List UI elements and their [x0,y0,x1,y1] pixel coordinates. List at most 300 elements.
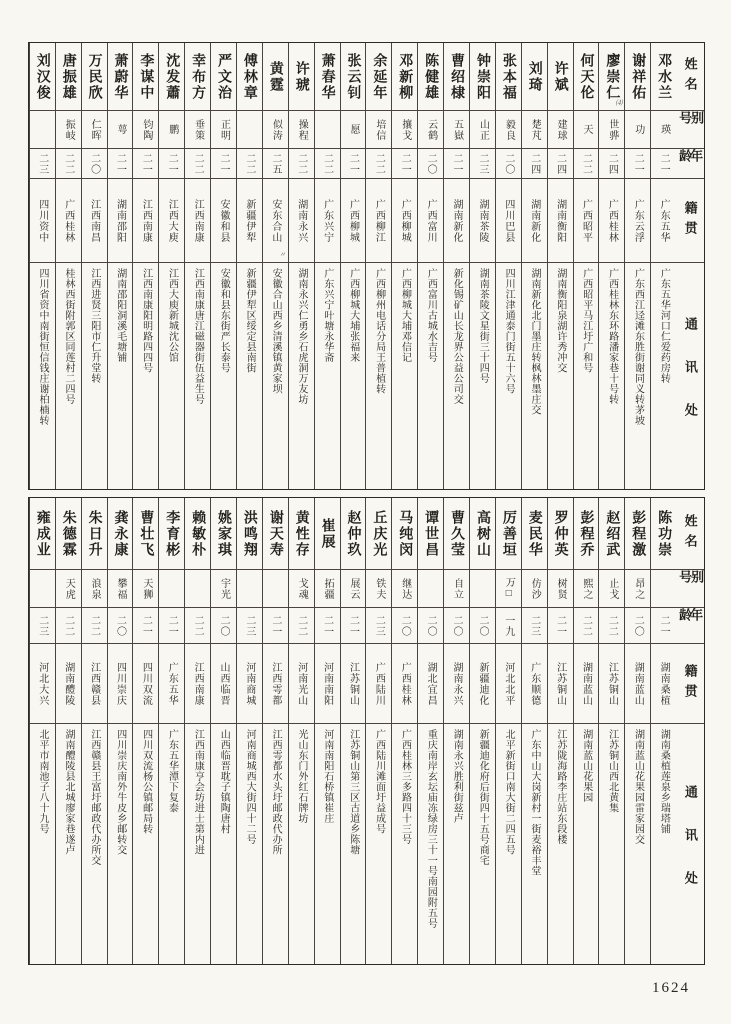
person-name: 许斌 [552,60,568,93]
person-native-cell [237,644,262,724]
person-alias: 展云 [347,577,359,600]
person-name: 曹久莹 [449,509,465,558]
person-age: 二二 [580,152,592,175]
person-age-cell [185,149,210,179]
person-address-cell [211,724,236,964]
person-name-cell [392,498,417,570]
person-address: 湖南醴陵县北城廖家巷遂卢 [62,729,74,855]
person-age: 一九 [502,614,514,637]
person-alias-cell [315,570,340,608]
person-age: 二一 [114,152,126,175]
person-age: 二三 [36,614,48,637]
person-age-cell [82,608,107,644]
person-column [365,43,391,489]
person-name-cell [289,498,314,570]
person-native: 湖南蓝山 [580,661,592,706]
person-name-cell [289,43,314,111]
person-name: 张本福 [500,52,516,101]
person-address-cell [599,263,624,489]
person-name-cell [522,43,547,111]
person-column [132,43,158,489]
person-native: 四川巴县 [502,198,514,243]
person-native-cell [341,644,366,724]
person-native: 湖南蓝山 [632,661,644,706]
person-age-cell [211,149,236,179]
person-name-cell [341,43,366,111]
person-column [598,43,624,489]
person-column [107,43,133,489]
column-header-native [676,179,704,263]
person-alias: 昂之 [632,577,644,600]
person-address-cell [263,263,288,489]
person-age: 二二 [580,614,592,637]
person-address-cell [496,724,521,964]
person-native: 河南南阳 [321,661,333,706]
column-header-address-label: 通讯处 [682,317,698,446]
person-name-cell [185,43,210,111]
person-native: 江西大庾 [166,198,178,243]
person-native-cell [341,179,366,263]
person-column [81,498,107,964]
person-address: 广西昭平马江圩广和号 [580,268,592,373]
person-native: 湖南永兴 [451,661,463,706]
person-name: 洪鸣翔 [241,509,257,558]
column-header-age-label: 年龄 [677,608,704,628]
person-address: 广西富川古城水吉号 [425,268,437,363]
person-address: 北平市南池子八十九号 [37,729,49,834]
person-native: 湖南永兴 [295,198,307,243]
person-address: 新疆迪化府后街四十五号商宅 [477,729,489,866]
person-name-cell [444,498,469,570]
person-name: 谢祥佑 [630,52,646,101]
person-name: 萧春华 [319,52,335,101]
person-age-cell [108,608,133,644]
person-name-cell [574,43,599,111]
person-age: 二〇 [114,614,126,637]
person-address-cell [651,724,676,964]
person-alias-cell [496,570,521,608]
person-column [495,498,521,964]
person-age: 二一 [451,152,463,175]
column-header-address [676,263,704,489]
person-address-cell [392,263,417,489]
person-address: 广西柳州电话分局王普植转 [373,268,385,394]
person-native-cell [366,179,391,263]
person-name-cell [392,43,417,111]
person-name: 李育彬 [164,509,180,558]
person-age-cell [496,608,521,644]
person-address-cell [574,263,599,489]
person-alias-cell [548,570,573,608]
person-address-cell [82,724,107,964]
person-address: 湖南邵阳洞溪毛塘铺 [114,268,126,363]
person-address-cell [133,724,158,964]
person-age-cell [30,149,55,179]
person-address-cell [211,263,236,489]
person-column [573,43,599,489]
person-alias: 树贤 [555,577,567,600]
person-alias-cell [418,570,443,608]
person-native-cell [133,644,158,724]
person-column [236,498,262,964]
column-header-native-label: 籍贯 [682,200,698,241]
person-alias-cell [289,111,314,149]
person-age: 二一 [166,152,178,175]
person-age-cell [289,149,314,179]
person-native-cell [237,179,262,263]
person-name: 龚永康 [112,509,128,558]
person-address: 湖南永兴仁勇乡石虎洞万友坊 [295,268,307,405]
person-name: 赵绍武 [604,509,620,558]
person-native: 安徽和县 [218,198,230,243]
person-name: 赖敏朴 [190,509,206,558]
person-alias-cell [263,111,288,149]
person-native: 湖南衡阳 [554,198,566,243]
person-address: 广东中山大岗新村一街麦裕丰堂 [528,729,540,876]
person-address: 江西南康唐江磁器街伍益生号 [192,268,204,405]
person-address-cell [444,724,469,964]
person-address-cell [30,263,55,489]
person-name: 许琥 [293,60,309,93]
person-address-cell [56,263,81,489]
person-native: 江西赣县 [88,661,100,706]
person-name: 何天伦 [578,52,594,101]
person-native: 四川资中 [36,198,48,243]
person-native: 江苏铜山 [347,661,359,706]
person-name-cell [82,43,107,111]
column-header-native [676,644,704,724]
person-name-cell [30,43,55,111]
person-column [158,43,184,489]
person-address-cell [522,263,547,489]
person-name: 朱德霖 [60,509,76,558]
person-column [81,43,107,489]
person-age-cell [418,608,443,644]
person-native-cell [392,179,417,263]
person-name-cell [522,498,547,570]
person-address: 广东五华潭下复泰 [166,729,178,813]
person-age-cell [366,149,391,179]
person-address-cell [625,263,650,489]
person-name: 黄霆 [267,60,283,93]
person-native: 山西临晋 [218,661,230,706]
person-native: 河北大兴 [36,661,48,706]
person-column [132,498,158,964]
person-age: 二一 [554,614,566,637]
person-age: 二一 [140,614,152,637]
person-address: 广西桂林三多路四十三号 [399,729,411,845]
person-name: 曹壮飞 [138,509,154,558]
person-column [521,43,547,489]
person-native-cell [315,179,340,263]
person-alias-cell [444,570,469,608]
person-native-cell [366,644,391,724]
person-name-cell [366,498,391,570]
person-address: 山西临晋耽子镇陶唐村 [218,729,230,834]
person-alias-cell [56,570,81,608]
person-age-cell [522,149,547,179]
person-column [107,498,133,964]
person-age: 二三 [373,614,385,637]
header-column [676,498,704,964]
person-age-cell [574,149,599,179]
person-native: 广东五华 [658,198,670,243]
person-column [262,43,288,489]
person-name-cell [133,498,158,570]
person-alias-cell [341,111,366,149]
person-address-cell [522,724,547,964]
person-alias-cell [496,111,521,149]
directory-table-top [28,42,705,490]
person-address: 北平新街口南大街二四五号 [503,729,515,855]
person-name: 邓水兰 [656,52,672,101]
person-name-cell [237,498,262,570]
person-native-cell [470,644,495,724]
person-age-cell [56,149,81,179]
person-age: 二一 [347,614,359,637]
person-address: 河南商城西大街四十二号 [244,729,256,845]
person-name: 谢天寿 [267,509,283,558]
person-name: 高树山 [474,509,490,558]
person-address-cell [341,263,366,489]
person-native: 湖南桑植 [658,661,670,706]
person-alias: 功 [632,124,644,135]
person-address: 重庆南岸玄坛庙冻绿房三十一号南园附五号 [425,729,437,929]
person-age: 二一 [399,152,411,175]
person-address-cell [470,724,495,964]
person-column [210,498,236,964]
person-age-cell [599,149,624,179]
person-column [443,43,469,489]
person-column [624,43,650,489]
person-name-cell [651,498,676,570]
person-age-cell [548,608,573,644]
person-name: 丘庆光 [371,509,387,558]
person-address-cell [289,263,314,489]
person-age-cell [625,149,650,179]
person-alias-cell [599,570,624,608]
person-address: 四川双流杨公镇邮局转 [140,729,152,834]
person-native-cell [651,644,676,724]
person-name: 崔展 [319,517,335,550]
person-address-cell [470,263,495,489]
person-address-cell [108,724,133,964]
person-native-cell [496,644,521,724]
person-address-cell [108,263,133,489]
person-column [547,498,573,964]
person-alias-cell [30,570,55,608]
person-age-cell [444,149,469,179]
column-header-name-label: 姓名 [682,56,698,97]
person-name-cell [651,43,676,111]
person-name: 傅林章 [241,52,257,101]
person-age-cell [315,149,340,179]
person-alias: 山正 [477,118,489,141]
person-address-cell [56,724,81,964]
person-alias: 振岐 [63,118,75,141]
person-alias: 天狮 [140,577,152,600]
person-name-cell [599,498,624,570]
person-age-cell [237,149,262,179]
person-age: 二〇 [425,152,437,175]
person-name: 刘汉俊 [34,52,50,101]
person-address: 湖南永兴胜利街兹卢 [451,729,463,824]
person-address-cell [574,724,599,964]
person-name-cell [185,498,210,570]
person-address: 广西桂林东环路潘家巷十号转 [606,268,618,405]
person-name-cell [30,498,55,570]
person-age-cell [341,608,366,644]
person-alias-cell [522,111,547,149]
person-column [184,43,210,489]
person-name: 曹绍棣 [449,52,465,101]
person-age-cell [522,608,547,644]
person-address: 江西大庾新城沈公馆 [166,268,178,363]
person-name: 黄性存 [293,509,309,558]
person-age: 二二 [606,614,618,637]
person-name-cell [263,43,288,111]
person-name: 张云钊 [345,52,361,101]
person-alias-cell [574,111,599,149]
person-native-cell [599,644,624,724]
person-name: 麦民华 [526,509,542,558]
person-address: 江西南康亨会坊进士第内进 [192,729,204,855]
person-address-cell [315,263,340,489]
person-age: 二三 [528,614,540,637]
person-address: 江西雩都水头圩邮政代办所 [270,729,282,855]
person-column [55,498,81,964]
person-column [521,498,547,964]
person-age: 二二 [192,614,204,637]
person-native: 新疆伊犁 [243,198,255,243]
person-column [598,498,624,964]
person-native: 江西南康 [140,198,152,243]
person-name: 罗仲英 [552,509,568,558]
person-address: 江西赣县王富圩邮政代办所交 [88,729,100,866]
person-native: 湖南醴陵 [62,661,74,706]
person-age-cell [289,608,314,644]
person-age: 二一 [166,614,178,637]
person-age: 二二 [243,152,255,175]
person-age: 二二 [192,152,204,175]
person-name: 余延年 [371,52,387,101]
person-name: 唐振雄 [60,52,76,101]
person-address: 江苏陇海路李庄站东段楼 [554,729,566,845]
person-alias-cell [392,570,417,608]
person-alias-cell [237,111,262,149]
person-alias: 毅良 [503,118,515,141]
person-name-cell [418,43,443,111]
person-name-cell [418,498,443,570]
person-column [391,43,417,489]
person-age-cell [418,149,443,179]
person-native-cell [159,644,184,724]
person-column [314,43,340,489]
person-native-cell [82,644,107,724]
person-address-cell [237,724,262,964]
person-alias: 天 [581,124,592,135]
column-header-alias-label: 别号 [677,111,704,131]
person-alias: 攀福 [114,577,126,600]
person-address: 江西南康阳明路四四号 [140,268,152,373]
person-age: 二二 [88,614,100,637]
person-address-cell [237,263,262,489]
person-age: 二一 [218,152,230,175]
person-age-cell [82,149,107,179]
person-native: 广西陆川 [373,661,385,706]
person-address-cell [418,263,443,489]
person-native: 湖南新化 [528,198,540,243]
person-address-cell [651,263,676,489]
person-alias-cell [625,111,650,149]
footnote-mark: ⑷ [615,99,623,107]
column-header-name [676,43,704,111]
person-age: 二二 [295,152,307,175]
person-native: 广西桂林 [399,661,411,706]
person-native-cell [548,644,573,724]
person-name-cell [237,43,262,111]
person-native-cell [418,179,443,263]
person-name: 万民欣 [86,52,102,101]
person-native: 湖南新化 [451,198,463,243]
person-column [495,43,521,489]
person-alias: 宇光 [218,577,230,600]
person-age: 二一 [658,152,670,175]
person-native: 河南商城 [243,661,255,706]
person-native: 四川崇庆 [114,661,126,706]
person-age-cell [159,149,184,179]
person-native: 湖南茶陵 [476,198,488,243]
column-header-age [676,149,704,179]
person-name-cell [211,43,236,111]
column-header-name [676,498,704,570]
person-address-cell [548,724,573,964]
header-column [676,43,704,489]
person-address: 湖南新化北门墨庄转枫林墨庄交 [528,268,540,415]
person-alias-cell [82,570,107,608]
person-alias-cell [392,111,417,149]
person-name: 幸布方 [190,52,206,101]
column-header-name-label: 姓名 [682,513,698,554]
person-alias: 瑛 [658,124,670,135]
person-column [417,498,443,964]
person-address: 安徽合山西乡清溪镇黄家坝 [270,268,282,394]
person-native: 广东兴宁 [321,198,333,243]
person-address: 河南南阳石桥镇崔庄 [321,729,333,824]
person-name: 沈发蕭 [164,52,180,101]
person-name-cell [56,43,81,111]
person-age: 二四 [606,152,618,175]
person-alias: 止戈 [606,577,618,600]
person-alias-cell [159,570,184,608]
person-name: 彭程激 [630,509,646,558]
person-native: 湖南邵阳 [114,198,126,243]
person-native: 广西柳城 [399,198,411,243]
person-age: 二〇 [451,614,463,637]
person-column [340,498,366,964]
person-age: 二二 [62,152,74,175]
person-native-cell [548,179,573,263]
person-native-cell [574,179,599,263]
person-alias-cell [341,570,366,608]
person-native-cell [522,179,547,263]
person-column [29,498,55,964]
person-name-cell [366,43,391,111]
column-header-alias [676,111,704,149]
person-name-cell [548,43,573,111]
person-native: 江苏铜山 [554,661,566,706]
person-address-cell [341,724,366,964]
